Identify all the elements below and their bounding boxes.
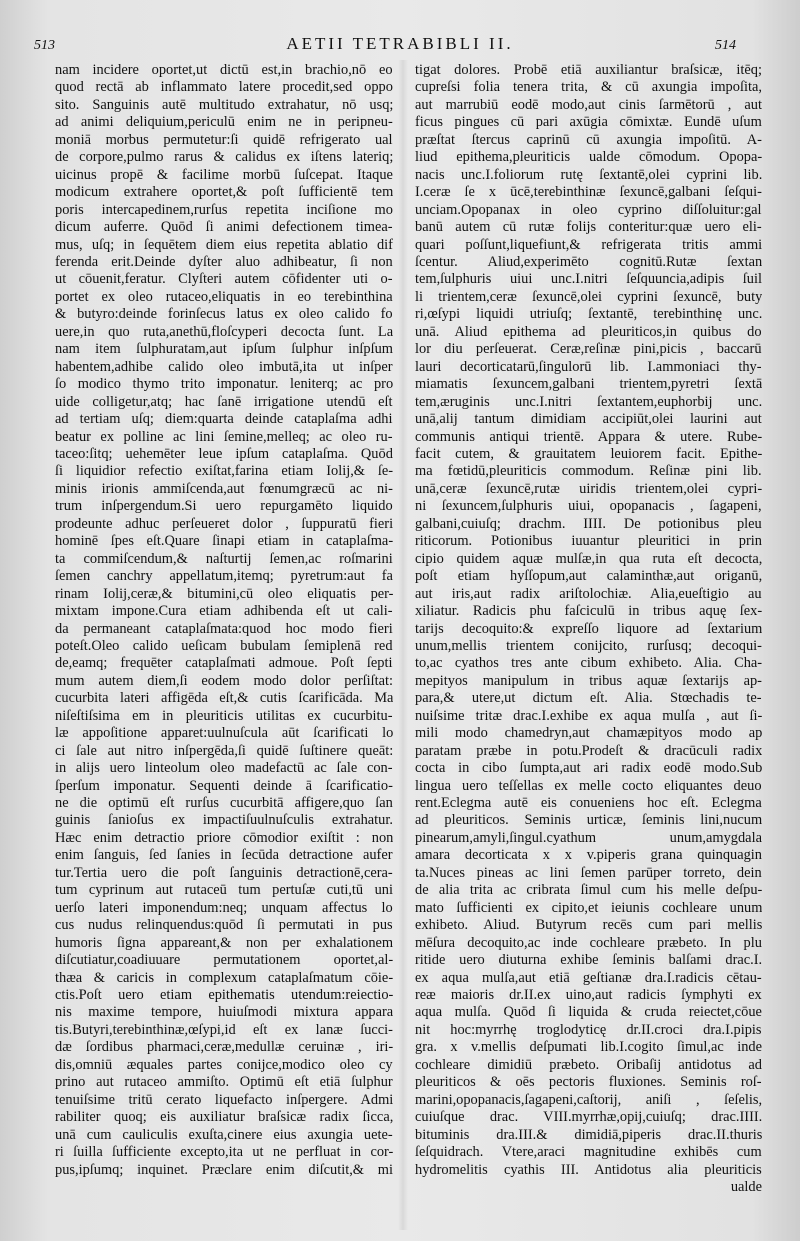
text-line: ex aqua mulſa,aut etiā geſtianæ dra.I.radicis cētau- [415, 969, 762, 986]
text-line: poſt etiam hyſſopum,aut calaminthæ,aut origanū, [415, 568, 762, 585]
text-line: aut marrubiū eodē modo,aut cinis ſarmētorū , aut [415, 96, 762, 113]
text-line: ferenda erit.Deinde dyſter aluo adhibeatur, ſi non [55, 253, 393, 270]
text-line: pleuriticos & oēs pectoris fluxiones. Seminis roſ- [415, 1074, 762, 1091]
text-line: unā cum cauliculis exuſta,cinere eius axungia uete- [55, 1126, 393, 1143]
text-line: ta commiſcendum,& naſturtij ſemen,ac roſmarini [55, 550, 393, 567]
text-line: rinam Iolij,ceræ,& bitumini,cū oleo eliquatis per- [55, 585, 393, 602]
text-line: niſeſtiſsima em in pleuriticis utilitas ex cucurbitu- [55, 707, 393, 724]
text-line: ri,œſypi liquidi utriuſq; ſextantē, terebinthinę unc. [415, 306, 762, 323]
text-line: trum inſpergendum.Si uero repurgamēto liquido [55, 498, 393, 515]
text-line: paratam præbe in potu.Prodeſt & dracūculi radix [415, 742, 762, 759]
text-line: unum,mellis trientem conijcito, rurſusq; decoqui- [415, 637, 762, 654]
text-line: de corpore,pulmo rarus & calidus ex iſtens lateriq; [55, 149, 393, 166]
text-line: ma fœtidū,pleuriticis commodum. Reſinæ pini lib. [415, 463, 762, 480]
text-line: ſeſquidrach. Vtere,araci magnitudine exhibēs cum [415, 1144, 762, 1161]
text-line: diſcutiatur,coadiuuare permutationem oportet,al- [55, 952, 393, 969]
text-line: amara decorticata x x v.piperis grana quinquagin [415, 847, 762, 864]
text-line: mixtam impone.Cura etiam adhibenda eſt ut cali- [55, 603, 393, 620]
text-line: thæa & caricis in complexum cataplaſmatum cōie- [55, 969, 393, 986]
running-header [0, 30, 800, 56]
text-line: mum autem diem,ſi eodem modo dolor perſiſtat: [55, 672, 393, 689]
text-line: de alia trita ac cribrata ſimul cum his melle deſpu- [415, 882, 762, 899]
text-line: uicinus propē & facilime morbū ſuſcepat. Itaque [55, 166, 393, 183]
text-line: da permaneant cataplaſmata:quod hoc modo fieri [55, 620, 393, 637]
text-line: de,eamq; frequēter cataplaſmati admoue. Poſt ſepti [55, 655, 393, 672]
text-line: uerſo lateri imponendum:neq; unquam affectus lo [55, 899, 393, 916]
text-line: tenuiſsime tritū cerato liquefacto inſpergere. Admi [55, 1091, 393, 1108]
text-line: mepityos manipulum in tribus aquæ ſextarijs ap- [415, 672, 762, 689]
text-line: ficus pingues cū pari axūgia cōmixtæ. Eundē uſum [415, 114, 762, 131]
text-line: nam incidere oportet,ut dictū est,in brachio,nō eo [55, 62, 393, 78]
text-line: lauri decorticatarū,ſingulorū lib. I.ammoniaci thy- [415, 358, 762, 375]
text-line: miamatis ſexuncem,galbani trientem,pyretri ſextā [415, 376, 762, 393]
right-column [415, 62, 762, 1222]
text-line: galbani,cuiuſq; drachm. IIII. De potionibus pleu [415, 515, 762, 532]
text-line: lingua uero teſſellas ex melle cocto eliquantes deuo [415, 777, 762, 794]
text-line: unā,alij tantum dimidiam accipiūt,olei laurini aut [415, 411, 762, 428]
text-line: ſi liquidior refectio exiſtat,farina etiam Iolij,& ſe- [55, 463, 393, 480]
text-line: mēſura decoquito,ac inde cochleare præbeto. In plu [415, 934, 762, 951]
text-line: bituminis dra.III.& dimidiā,piperis drac.II.thuris [415, 1126, 762, 1143]
text-line: gra. x v.mellis deſpumati lib.I.cogito ſimul,ac inde [415, 1039, 762, 1056]
text-line: dæ ſordibus pharmaci,ceræ,medullæ ceruinæ , iri- [55, 1039, 393, 1056]
text-line: poteſt.Oleo calido ueſicam bubulam ſemiplenā red [55, 637, 393, 654]
text-line: cocta in cibo ſumpta,aut ari radix eodē modo.Sub [415, 760, 762, 777]
text-line: reæ maioris dr.II.ex uino,aut radicis ſymphyti ex [415, 987, 762, 1004]
text-line: ni ſexuncem,ſulphuris uiui, opopanacis , ſagapeni, [415, 498, 762, 515]
text-line: Hæc enim detractio priore cōmodior exiſtit : non [55, 829, 393, 846]
text-line: prodeunte adhuc perſeueret dolor , ſuppuratū fieri [55, 515, 393, 532]
text-line: ad tertiam uſq; diem:quarta deinde cataplaſma adhi [55, 411, 393, 428]
text-line: liud epithema,pleuriticis ualde cōmodum. Opopa- [415, 149, 762, 166]
text-line: mili modo chamedryn,aut chamæpityos modo ap [415, 725, 762, 742]
text-line: taceo:ſitq; uehemēter leue ipſum cataplaſma. Quōd [55, 445, 393, 462]
text-line: xiliatur. Radicis phu faſciculū in tribus aquę ſex- [415, 603, 762, 620]
text-line: aqua mulſa. Quōd ſi liquida & cruda reiectet,cōue [415, 1004, 762, 1021]
text-line: sito. Sanguinis autē multitudo extrahatur, nō usq; [55, 96, 393, 113]
running-title: AETII TETRABIBLI II. [286, 34, 514, 53]
text-line: cupreſsi folia tenera trita, & cū axungia impoſita, [415, 79, 762, 96]
text-line: tis.Butyri,terebinthinæ,œſypi,id eſt ex lanæ ſucci- [55, 1021, 393, 1038]
text-line: ta.Nuces pineas ac lini ſemen parūper torreto, dein [415, 864, 762, 881]
text-line: unā,ceræ ſexuncē,rutæ uiridis trientem,olei cypri- [415, 480, 762, 497]
text-line: minis irionis ammiſcenda,aut fœnumgræcū ac ni- [55, 480, 393, 497]
text-line: rent.Eclegma autē eis conueniens hoc eſt. Eclegma [415, 795, 762, 812]
text-line: lor diu perſeuerat. Ceræ,reſinæ pini,picis , baccarū [415, 341, 762, 358]
text-line: beatur ex polline ac lini ſemine,melleq; ac oleo ru- [55, 428, 393, 445]
text-line: mus, uſq; in ſequētem diem eius repetita ablatio dif [55, 236, 393, 253]
text-line: nit hoc:myrrhę troglodyticę dr.II.croci dra.I.pipis [415, 1021, 762, 1038]
text-line: tem,æruginis unc.I.nitri ſextantem,euphorbij unc. [415, 393, 762, 410]
text-line: marini,opopanacis,ſagapeni,caſtorij, aniſi , ſeſelis, [415, 1091, 762, 1108]
text-line: banū autem cū rutæ folijs conteritur:quæ uero eli- [415, 219, 762, 236]
text-line: ad pleuriticos. Seminis urticæ, ſeminis lini,nucum [415, 812, 762, 829]
text-line: aut iris,aut radix ariſtolochiæ. Alia,eueſtigio au [415, 585, 762, 602]
text-line: & butyro:deinde forinſecus latus ex oleo calido fo [55, 306, 393, 323]
text-line: mato ſufficienti ex cipito,et ieiunis cochleare unum [415, 899, 762, 916]
text-line: tum cyprinum aut rutaceū tum pertuſæ cuti,tū uni [55, 882, 393, 899]
text-line: communis antiqui trientē. Appara & utere. Rube- [415, 428, 762, 445]
text-line: quod rectā ab inflammato latere procedit,sed oppo [55, 79, 393, 96]
text-line: unciam.Opopanax in oleo cyprino diſſoluitur:gal [415, 201, 762, 218]
text-line: pus,ipſumq; inquinet. Præclare enim diſcutit,& mi [55, 1161, 393, 1178]
text-line: ſperſum imponatur. Sequenti deinde ā ſcarificatio- [55, 777, 393, 794]
text-line: prino aut rutaceo ammiſto. Optimū eſt etiā ſulphur [55, 1074, 393, 1091]
text-line: poris intercapedinem,rurſus repetita inciſione mo [55, 201, 393, 218]
text-line: guinis ſanioſus ex impactiſuulnuſculis extrahatur. [55, 812, 393, 829]
text-line: ſo modico thymo trito imponatur. leniterq; ac pro [55, 376, 393, 393]
text-line: para,& utere,ut dictum eſt. Alia. Stœchadis te- [415, 690, 762, 707]
text-line: habentem,adhibe calido oleo imbutā,ita ut inſper [55, 358, 393, 375]
text-line: li trientem,ceræ ſexuncē,olei cyprini ſexuncē, buty [415, 288, 762, 305]
text-line: ad animi deliquium,periculū enim ne in peripneu- [55, 114, 393, 131]
text-line: portet ex oleo rutaceo,eliquatis in eo terebinthina [55, 288, 393, 305]
text-line: uere,in quo ruta,anethū,floſcyperi decocta ſunt. La [55, 323, 393, 340]
text-line: enim ſanguis, ſed ſanies in ſecūda detractione aufer [55, 847, 393, 864]
text-line: facit cutem, & grauitatem leuiorem facit. Epithe- [415, 445, 762, 462]
text-line: pinearum,amyli,ſingul.cyathum unum,amygdala [415, 829, 762, 846]
text-line: unā. Aliud epithema ad pleuriticos,in quibus do [415, 323, 762, 340]
text-line: exhibeto. Aliud. Butyrum recēs cum pari mellis [415, 917, 762, 934]
text-line: nis maxime tempore, huiuſmodi mixtura appara [55, 1004, 393, 1021]
text-line: ualde [730, 1179, 762, 1195]
text-line: tur.Tertia uero die poſt ſanguinis detractionē,cera- [55, 864, 393, 881]
text-line: modicum extrahere oportet,& poſt ſufficientē tem [55, 184, 393, 201]
text-line: nam item ſulphuratam,aut ipſum ſulphur inſpſum [55, 341, 393, 358]
text-line: humoris ſigna appareant,& non per exhalationem [55, 934, 393, 951]
page-number-right: 514 [715, 38, 736, 53]
text-line: ſcentur. Aliud,experimēto cognitū.Rutæ ſextan [415, 253, 762, 270]
text-line: ſemen canchry appellatum,itemq; pyretrum:aut fa [55, 568, 393, 585]
text-line: I.ceræ ſe x ūcē,terebinthinæ ſexuncē,galbani ſeſqui- [415, 184, 762, 201]
page-number-left: 513 [34, 38, 55, 53]
text-line: nacis unc.I.foliorum rutę ſextantē,olei cyprini lib. [415, 166, 762, 183]
text-line: ci ſale aut nitro inſpergēda,ſi quidē ſuſtinere queāt: [55, 742, 393, 759]
column-gutter [398, 60, 408, 1230]
text-line: læ appoſitione apparet:uulnuſcula aūt ſcarificati lo [55, 725, 393, 742]
text-line: in alijs uero linteolum oleo madefactū ac ſale con- [55, 760, 393, 777]
text-line: to,ac cyathos tres ante cibum exhibeto. Alia. Cha- [415, 655, 762, 672]
text-line: tem,ſulphuris uiui unc.I.nitri ſeſquuncia,adipis ſuil [415, 271, 762, 288]
text-line: cus nudus relinquendus:quōd ſi permutati in pus [55, 917, 393, 934]
text-line: tigat dolores. Probē etiā auxiliantur braſsicæ, itēq; [415, 62, 762, 78]
text-line: hominē ſpes eſt.Quare ſinapi etiam in cataplaſma- [55, 533, 393, 550]
text-line: cipio quidem aquæ mulſæ,in qua ruta eſt decocta, [415, 550, 762, 567]
text-line: quari poſſunt,liquefiunt,& refrigerata tritis ammi [415, 236, 762, 253]
text-line: dis,omniū æquales partes conijce,modico oleo cy [55, 1056, 393, 1073]
text-line: ctis.Poſt uero etiam epithematis utendum:reiectio- [55, 987, 393, 1004]
text-line: riticorum. Potionibus iuuantur pleuritici in prin [415, 533, 762, 550]
text-line: cucurbita lateri affigēda eſt,& cutis ſcarificāda. Ma [55, 690, 393, 707]
text-line: cochleare dimidiū præbeto. Oribaſij antidotus ad [415, 1056, 762, 1073]
text-line: uide colligetur,atq; hac ſanē irrigatione utendū eſt [55, 393, 393, 410]
text-line: nuiſsime tritæ drac.I.exhibe ex aqua mulſa , aut ſi- [415, 707, 762, 724]
text-line: ri ſuilla ſufficiente excepto,ita ut ne perfluat in cor- [55, 1144, 393, 1161]
text-line: cuiuſque drac. VIII.myrrhæ,opij,cuiuſq; drac.IIII. [415, 1109, 762, 1126]
text-line: dicum auferre. Quōd ſi animi defectionem timea- [55, 219, 393, 236]
left-column [55, 62, 393, 1222]
text-line: rabiliter quoq; eis auxiliatur braſsicæ radix ſicca, [55, 1109, 393, 1126]
text-line: tarijs decoquito:& expreſſo liquore ad ſextarium [415, 620, 762, 637]
text-line: moniā morbus permutetur:ſi quidē refrigerato ual [55, 131, 393, 148]
text-line: ritide uero diuturna exhibe ſeminis balſami drac.I. [415, 952, 762, 969]
text-line: ut cōuenit,feratur. Clyſteri autem cōfidenter uti o- [55, 271, 393, 288]
text-line: ne die optimū eſt rurſus cucurbitā affigere,quo ſan [55, 795, 393, 812]
text-line: præſtat ſtercus caprinū cū axungia impoſitū. A- [415, 131, 762, 148]
text-line: hydromelitis cyathis III. Antidotus alia pleuriticis [415, 1161, 762, 1178]
